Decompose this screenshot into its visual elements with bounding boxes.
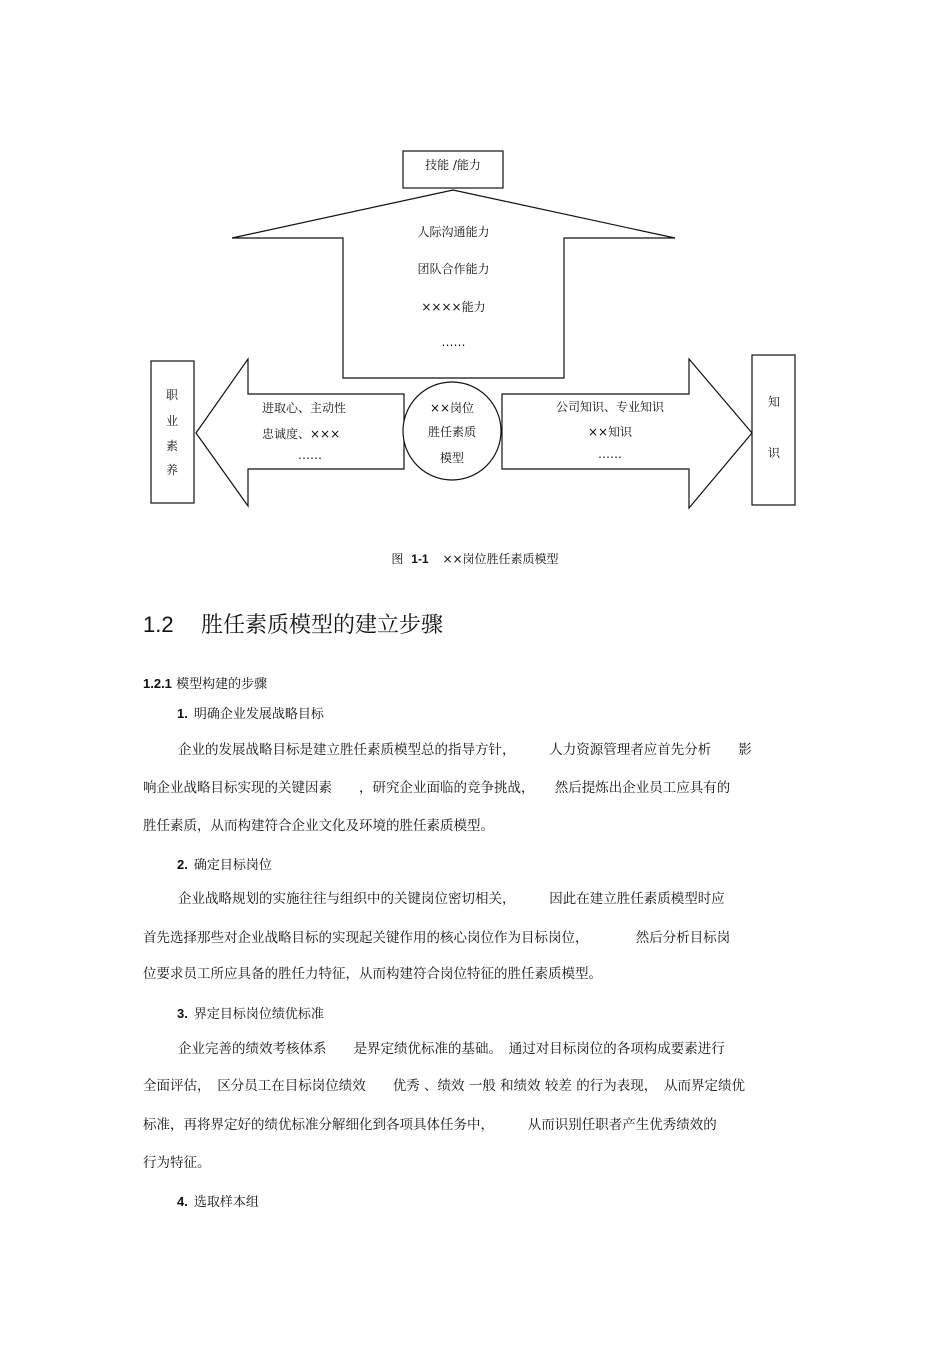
right-box-char-1: 知 [767,395,780,409]
step-heading [177,856,272,875]
left-box-char-3: 素 [165,439,178,453]
left-box-char-2: 业 [165,414,178,428]
left-arrow-line-2: 忠诚度、××× [262,427,341,441]
step-heading [177,1005,324,1024]
paragraph-line: 标准，再将界定好的绩优标准分解细化到各项具体任务中， 从而识别任职者产生优秀绩效的 [143,1117,717,1133]
step-title: 确定目标岗位 [193,858,272,873]
step-number: 1. [177,706,188,721]
up-arrow-line-1: 人际沟通能力 [417,225,490,239]
caption-number: 1-1 [411,552,429,566]
step-heading [177,705,324,724]
subsection-title: 模型构建的步骤 [176,677,268,692]
right-arrow-line-2: ××知识 [587,425,633,439]
circle-line-3: 模型 [439,451,464,465]
left-box [151,361,194,503]
step-title: 选取样本组 [193,1195,259,1210]
paragraph-line: 行为特征。 [143,1155,211,1171]
step-number: 3. [177,1006,188,1021]
top-box-label: 技能 /能力 [425,158,481,172]
figure-caption [0,550,950,567]
circle-line-2: 胜任素质 [427,425,476,439]
step-number: 2. [177,857,188,872]
right-arrow-line-3: …… [598,447,622,461]
step-number: 4. [177,1194,188,1209]
right-box [752,355,795,505]
paragraph-line: 位要求员工所应具备的胜任力特征，从而构建符合岗位特征的胜任素质模型。 [143,966,602,982]
subsection-heading [143,675,267,694]
up-arrow-line-4: …… [441,335,466,349]
right-arrow-line-1: 公司知识、专业知识 [555,400,664,414]
section-heading [143,610,443,641]
step-heading [177,1193,259,1212]
step-title: 明确企业发展战略目标 [193,707,324,722]
caption-prefix: 图 [391,552,404,566]
paragraph-line: 响企业战略目标实现的关键因素 ，研究企业面临的竞争挑战， 然后提炼出企业员工应具有的 [143,780,731,796]
left-arrow-line-1: 进取心、主动性 [262,401,347,415]
paragraph-line: 企业的发展战略目标是建立胜任素质模型总的指导方针， 人力资源管理者应首先分析 影 [178,742,752,758]
paragraph-line: 企业完善的绩效考核体系 是界定绩优标准的基础。 通过对目标岗位的各项构成要素进行 [178,1041,725,1057]
left-box-char-4: 养 [165,463,178,477]
up-arrow-line-3: ××××能力 [421,300,486,314]
left-box-char-1: 职 [165,388,178,402]
left-arrow-line-3: …… [298,448,322,462]
subsection-number: 1.2.1 [143,676,172,691]
paragraph-line: 首先选择那些对企业战略目标的实现起关键作用的核心岗位作为目标岗位， 然后分析目标岗 [143,930,731,946]
caption-title: ××岗位胜任素质模型 [442,552,559,566]
circle-line-1: ××岗位 [429,401,475,415]
right-box-char-2: 识 [767,446,780,460]
up-arrow-line-2: 团队合作能力 [417,262,490,276]
step-title: 界定目标岗位绩优标准 [193,1007,324,1022]
paragraph-line: 全面评估， 区分员工在目标岗位绩效 优秀 、绩效 一般 和绩效 较差 的行为表现， 从而界定绩优 [143,1078,745,1094]
section-number: 1.2 [143,612,174,637]
paragraph-line: 胜任素质，从而构建符合企业文化及环境的胜任素质模型。 [143,818,494,834]
paragraph-line: 企业战略规划的实施往往与组织中的关键岗位密切相关， 因此在建立胜任素质模型时应 [178,891,725,907]
section-title: 胜任素质模型的建立步骤 [201,613,444,638]
